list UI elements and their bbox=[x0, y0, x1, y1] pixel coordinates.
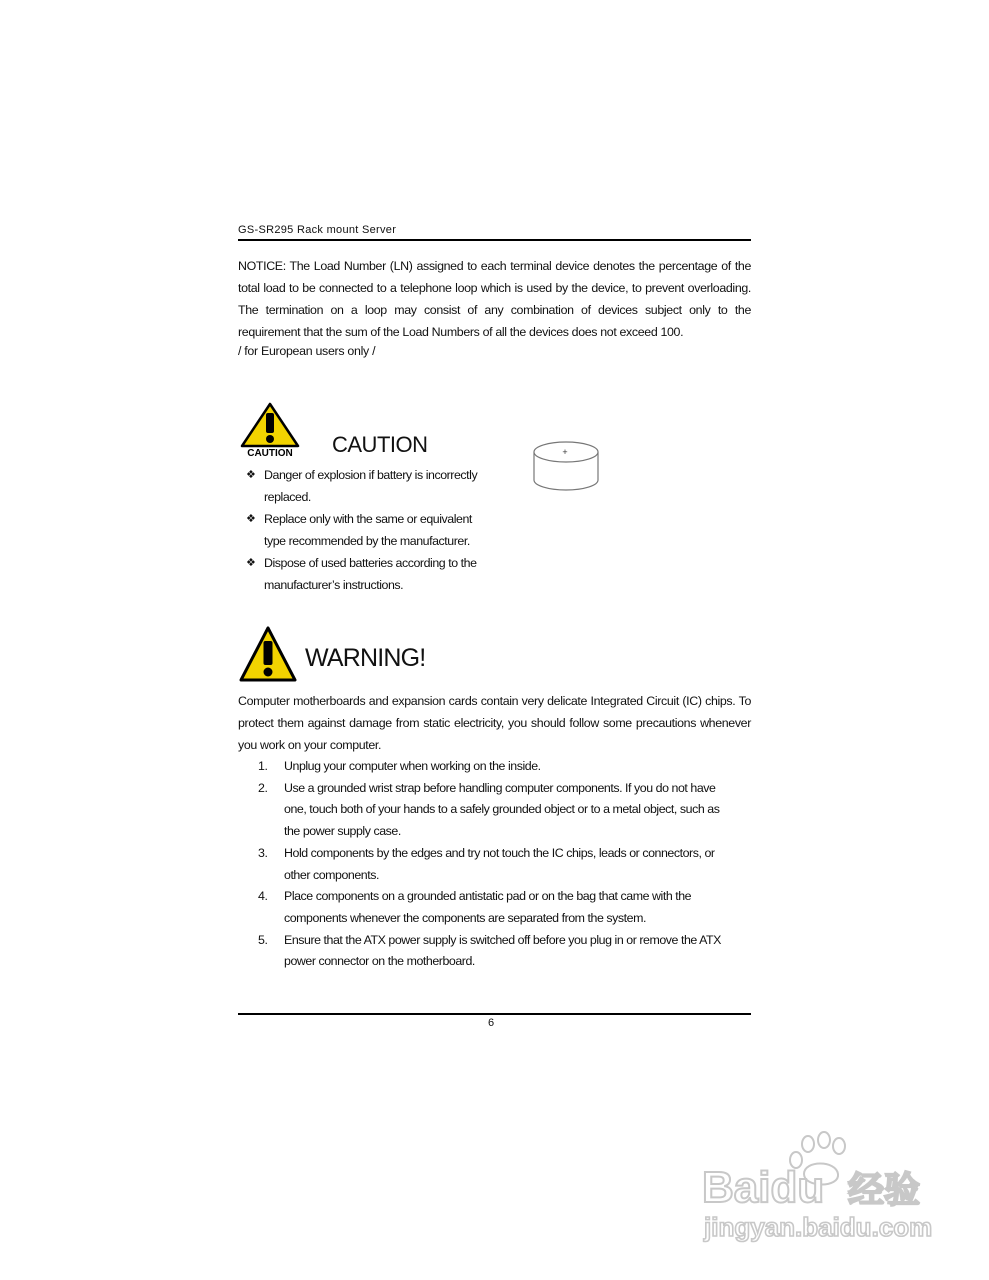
diamond-bullet-icon: ❖ bbox=[246, 513, 256, 525]
footer-rule bbox=[238, 1013, 751, 1015]
precaution-item bbox=[258, 778, 728, 843]
caution-icon-label: CAUTION bbox=[247, 448, 293, 458]
item-number: 3. bbox=[258, 845, 268, 860]
precaution-item bbox=[258, 756, 728, 778]
caution-item-text: Replace only with the same or equivalent type recommended by the manufacturer. bbox=[264, 512, 472, 548]
item-number: 4. bbox=[258, 889, 268, 904]
header-title: GS-SR295 Rack mount Server bbox=[238, 224, 397, 236]
item-number: 1. bbox=[258, 759, 268, 773]
warning-heading: WARNING! bbox=[305, 644, 426, 672]
caution-item bbox=[246, 552, 496, 596]
caution-heading: CAUTION bbox=[332, 432, 428, 457]
precaution-item bbox=[258, 886, 728, 929]
document-page bbox=[238, 0, 751, 1280]
european-users-note: / for European users only / bbox=[238, 344, 376, 358]
precaution-item bbox=[258, 930, 728, 973]
item-text: Unplug your computer when working on the inside. bbox=[284, 759, 541, 773]
item-text: Use a grounded wrist strap before handling computer components. If you do not have one, touch both of your hands to a safely grounded object or to a metal object, such as the power supply case. bbox=[284, 780, 720, 839]
warning-triangle-icon bbox=[238, 625, 298, 683]
watermark-cn: 经验 bbox=[848, 1170, 921, 1211]
item-text: Hold components by the edges and try not touch the IC chips, leads or connectors, or other components. bbox=[284, 845, 715, 882]
caution-list bbox=[246, 464, 496, 596]
item-text: Place components on a grounded antistatic pad or on the bag that came with the components whenever the components are separated from the system. bbox=[284, 889, 692, 925]
page-number: 6 bbox=[488, 1017, 495, 1029]
watermark-brand: Baidu bbox=[702, 1163, 825, 1212]
warning-intro-paragraph: Computer motherboards and expansion cards contain very delicate Integrated Circuit (IC) chips. To protect them against damage from static electricity, you should follow some precautions whenever you work on your computer. bbox=[238, 694, 751, 752]
caution-warning-icon bbox=[239, 402, 301, 458]
diamond-bullet-icon: ❖ bbox=[246, 557, 256, 569]
watermark-url: jingyan.baidu.com bbox=[704, 1212, 933, 1242]
caution-item-text: Danger of explosion if battery is incorrectly replaced. bbox=[264, 468, 478, 504]
item-number: 2. bbox=[258, 780, 268, 795]
battery-plus-label: + bbox=[562, 447, 568, 457]
coin-battery-icon bbox=[531, 440, 601, 494]
precautions-list bbox=[258, 756, 728, 973]
caution-item bbox=[246, 508, 496, 552]
header-rule bbox=[238, 239, 751, 241]
diamond-bullet-icon: ❖ bbox=[246, 469, 256, 481]
caution-item bbox=[246, 464, 496, 508]
item-text: Ensure that the ATX power supply is switched off before you plug in or remove the ATX power connector on the motherboard. bbox=[284, 932, 721, 969]
precaution-item bbox=[258, 843, 728, 886]
caution-item-text: Dispose of used batteries according to the manufacturer’s instructions. bbox=[264, 556, 477, 592]
baidu-jingyan-watermark-logo bbox=[700, 1130, 940, 1250]
item-number: 5. bbox=[258, 932, 268, 947]
notice-paragraph: NOTICE: The Load Number (LN) assigned to each terminal device denotes the percentage of the total load to be connected to a telephone loop which is used by the device, to prevent overloading. The termination on a loop may consist of any combination of devices subject only to the requirement that the sum of the Load Numbers of all the devices does not exceed 100. bbox=[238, 259, 751, 339]
